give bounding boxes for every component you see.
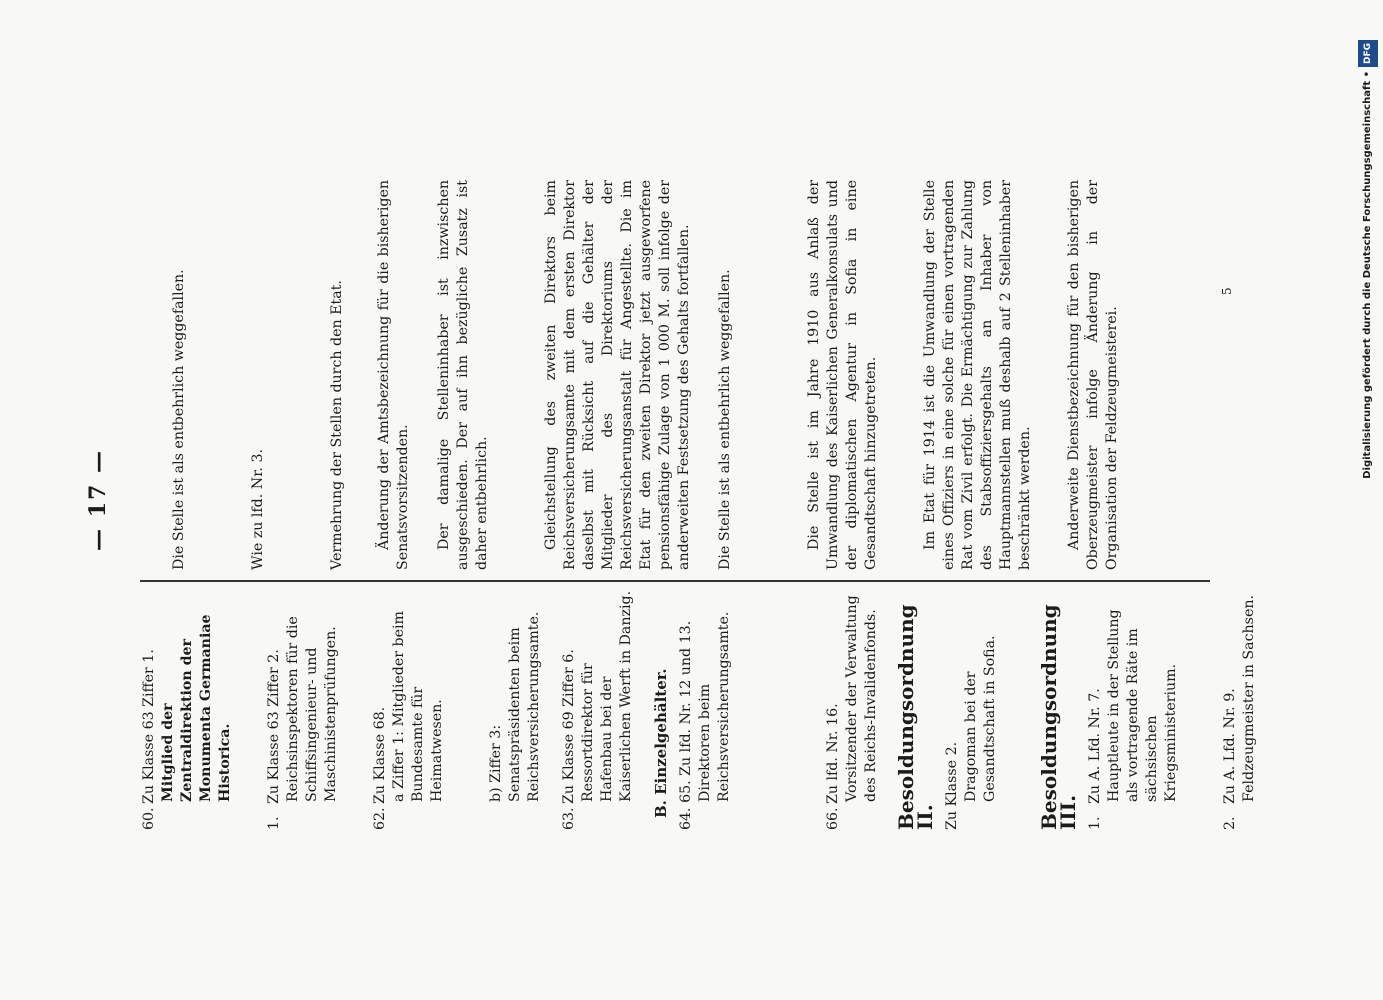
entry-ref: Zu Klasse 69 Ziffer 6. bbox=[561, 649, 577, 804]
entry-ref: Zu lfd. Nr. 16. bbox=[825, 703, 841, 804]
entry-number: 64. 65. bbox=[678, 780, 694, 830]
heading-besoldungsordnung-3: Besoldungsordnung III. bbox=[1037, 604, 1080, 830]
entry-66 bbox=[824, 590, 881, 830]
entry-number: 1. bbox=[266, 816, 282, 830]
page-number: — 17 — bbox=[85, 449, 111, 551]
footer-number: 5 bbox=[1220, 287, 1234, 295]
right-column bbox=[160, 180, 1122, 570]
entry-number: 66. bbox=[825, 807, 841, 830]
entry-number: 2. bbox=[1222, 816, 1238, 830]
note-64: Gleichstellung des zweiten Direktors beim Reichsversicherungsamte mit dem ersten Direktor daselbst mit Rücksicht auf die Gehälter der Mitglieder des Direktoriums der Reichsversicherungsanstalt für Angestellte. Die im Etat für den zweiten Direktor jetzt ausgeworfene pensionsfähige Zulage von 1 000 M. soll infolge der anderweiten Festsetzung des Gehalts fortfallen. bbox=[543, 180, 692, 570]
dfg-logo: DFG bbox=[1358, 40, 1378, 67]
entry-number: 60. bbox=[141, 807, 157, 830]
note-63: Der damalige Stelleninhaber ist inzwischen ausgeschieden. Der auf ihn bezügliche Zusatz ist daher entbehrlich. bbox=[436, 180, 490, 570]
entry-title: Ressortdirektor für Hafenbau bei der Kaiserlichen Werft in Danzig. bbox=[580, 590, 634, 802]
note-66: Die Stelle ist als entbehrlich weggefallen. bbox=[717, 269, 733, 570]
entry-bo2 bbox=[943, 590, 1000, 830]
heading-besoldungsordnung-2: Besoldungsordnung II. bbox=[894, 604, 937, 830]
entry-60 bbox=[140, 590, 235, 830]
entry-ref: Zu Klasse 63 Ziffer 2. bbox=[266, 649, 282, 804]
entry-number: 62. bbox=[372, 807, 388, 830]
column-divider bbox=[140, 580, 1210, 582]
entry-bo3-1 bbox=[1086, 590, 1181, 830]
note-bo3-1: Im Etat für 1914 ist die Umwandlung der Stelle eines Offiziers in eine solche für einen vortragenden Rat vom Zivil erfolgt. Die Ermächtigung zur Zahlung des Stabsoffiziersgehalts an Inhaber von Hauptmannstellen muß deshalb auf 2 Stelleninhaber beschränkt werden. bbox=[922, 180, 1033, 570]
credit-text: Digitalisierung gefördert durch die Deutsche Forschungsgemeinschaft • bbox=[1362, 71, 1373, 479]
entry-61 bbox=[265, 590, 341, 830]
entry-number: 1. bbox=[1087, 816, 1103, 830]
entry-ref: Zu A. Lfd. Nr. 7. bbox=[1087, 688, 1103, 804]
entry-ref: Zu lfd. Nr. 12 und 13. bbox=[678, 620, 694, 776]
note-60: Die Stelle ist als entbehrlich weggefallen. bbox=[171, 269, 187, 570]
entry-bo3-2 bbox=[1221, 590, 1259, 830]
entry-sub-a: a Ziffer 1: Mitglieder beim Bundesamte für Heimatwesen. bbox=[391, 610, 445, 802]
entry-title: Vorsitzender der Verwaltung des Reichs-Invalidenfonds. bbox=[844, 595, 879, 802]
entry-title: Direktoren beim Reichsversicherungsamte. bbox=[697, 611, 732, 802]
note-bo3-2: Anderweite Dienstbezeichnung für den bisherigen Oberzeugmeister infolge Änderung in der Organisation der Feldzeugmeisterei. bbox=[1066, 180, 1120, 570]
entry-ref: Zu Klasse 68. bbox=[372, 706, 388, 804]
section-heading-b: B. Einzelgehälter. bbox=[652, 668, 670, 818]
entry-ref: Zu Klasse 63 Ziffer 1. bbox=[141, 649, 157, 804]
dfg-credit bbox=[1358, 0, 1378, 1000]
entry-title: Mitglied der Zentraldirektion der Monumenta Germaniae Historica. bbox=[160, 614, 233, 802]
note-62b: Änderung der Amtsbezeichnung für die bisherigen Senatsvorsitzenden. bbox=[376, 180, 411, 570]
entry-number: 63. bbox=[561, 807, 577, 830]
entry-title: Reichsinspektoren für die Schiffsingenieur- und Maschinistenprüfungen. bbox=[285, 616, 339, 802]
entry-sub-b: b) Ziffer 3: Senatspräsidenten beim Reichsversicherungsamte. bbox=[488, 611, 542, 802]
entry-title: Dragoman bei der Gesandtschaft in Sofia. bbox=[963, 635, 998, 802]
entry-ref: Zu A. Lfd. Nr. 9. bbox=[1222, 688, 1238, 804]
entry-title: Hauptleute in der Stellung als vortragende Räte im sächsischen Kriegsministerium. bbox=[1106, 609, 1179, 802]
note-bo2: Die Stelle ist im Jahre 1910 aus Anlaß der Umwandlung des Kaiserlichen Generalkonsulats und der diplomatischen Agentur in Sofia in eine Gesandtschaft hinzugetreten. bbox=[806, 180, 879, 570]
entry-63 bbox=[560, 590, 636, 830]
entry-title: Feldzeugmeister in Sachsen. bbox=[1241, 595, 1257, 802]
entry-64-65 bbox=[677, 590, 734, 830]
entry-62 bbox=[371, 590, 544, 830]
note-61: Wie zu lfd. Nr. 3. bbox=[250, 449, 266, 570]
left-column bbox=[140, 590, 1275, 830]
note-62a: Vermehrung der Stellen durch den Etat. bbox=[329, 280, 345, 570]
entry-ref: Zu Klasse 2. bbox=[944, 741, 960, 830]
